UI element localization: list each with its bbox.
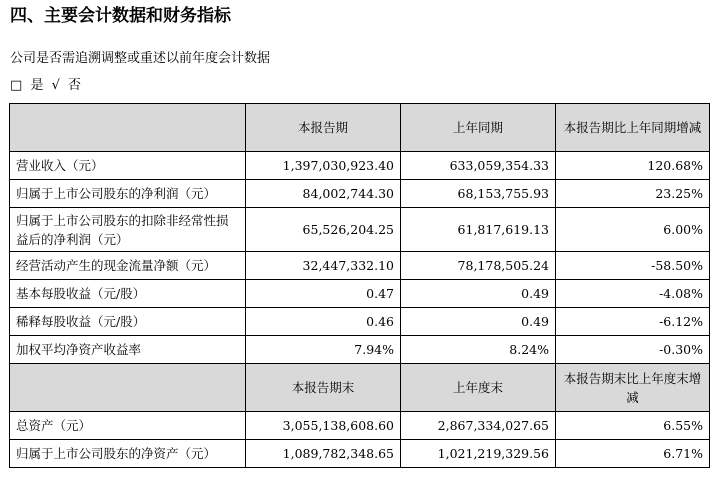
row-change: 6.71%: [556, 440, 710, 468]
row-prior: 633,059,354.33: [401, 152, 556, 180]
row-prior: 68,153,755.93: [401, 180, 556, 208]
table2-header-change: 本报告期末比上年度末增减: [556, 364, 710, 412]
table-row: [10, 280, 710, 308]
row-prior: 1,021,219,329.56: [401, 440, 556, 468]
row-current: 7.94%: [246, 336, 401, 364]
row-label: 营业收入（元）: [10, 152, 246, 180]
row-change: 23.25%: [556, 180, 710, 208]
row-prior: 78,178,505.24: [401, 252, 556, 280]
row-label: 稀释每股收益（元/股）: [10, 308, 246, 336]
table-row: [10, 440, 710, 468]
row-current: 1,397,030,923.40: [246, 152, 401, 180]
table1-header-row: [10, 104, 710, 152]
row-change: -4.08%: [556, 280, 710, 308]
row-label: 加权平均净资产收益率: [10, 336, 246, 364]
yes-checkbox: □: [10, 78, 23, 93]
no-checkmark: √: [51, 78, 60, 93]
table1-header-prior: 上年同期: [401, 104, 556, 152]
table2-header-row: [10, 364, 710, 412]
table2-header-current: 本报告期末: [246, 364, 401, 412]
restatement-question: 公司是否需追溯调整或重述以前年度会计数据: [10, 51, 271, 66]
financial-indicators-table: [9, 103, 710, 468]
row-prior: 0.49: [401, 280, 556, 308]
row-change: -6.12%: [556, 308, 710, 336]
table-row: [10, 336, 710, 364]
row-label: 归属于上市公司股东的净资产（元）: [10, 440, 246, 468]
row-current: 84,002,744.30: [246, 180, 401, 208]
table-row: [10, 208, 710, 252]
row-label: 归属于上市公司股东的净利润（元）: [10, 180, 246, 208]
row-label: 归属于上市公司股东的扣除非经常性损益后的净利润（元）: [10, 208, 246, 252]
table2-header-label: [10, 364, 246, 412]
table1-header-label: [10, 104, 246, 152]
row-prior: 61,817,619.13: [401, 208, 556, 252]
row-change: 6.55%: [556, 412, 710, 440]
yes-label: 是: [30, 78, 44, 93]
table2-header-prior: 上年度末: [401, 364, 556, 412]
row-current: 65,526,204.25: [246, 208, 401, 252]
row-current: 0.46: [246, 308, 401, 336]
row-current: 1,089,782,348.65: [246, 440, 401, 468]
table-row: [10, 152, 710, 180]
table1-header-current: 本报告期: [246, 104, 401, 152]
table-row: [10, 252, 710, 280]
row-change: 6.00%: [556, 208, 710, 252]
table1-header-change: 本报告期比上年同期增减: [556, 104, 710, 152]
row-label: 经营活动产生的现金流量净额（元）: [10, 252, 246, 280]
row-label: 总资产（元）: [10, 412, 246, 440]
table-row: [10, 180, 710, 208]
restatement-choice: [10, 77, 85, 95]
row-prior: 8.24%: [401, 336, 556, 364]
row-current: 0.47: [246, 280, 401, 308]
row-current: 32,447,332.10: [246, 252, 401, 280]
row-label: 基本每股收益（元/股）: [10, 280, 246, 308]
row-change: -58.50%: [556, 252, 710, 280]
table-row: [10, 412, 710, 440]
row-current: 3,055,138,608.60: [246, 412, 401, 440]
section-title: 四、主要会计数据和财务指标: [10, 6, 231, 26]
row-change: -0.30%: [556, 336, 710, 364]
row-prior: 2,867,334,027.65: [401, 412, 556, 440]
row-prior: 0.49: [401, 308, 556, 336]
no-label: 否: [68, 78, 82, 93]
row-change: 120.68%: [556, 152, 710, 180]
table-row: [10, 308, 710, 336]
